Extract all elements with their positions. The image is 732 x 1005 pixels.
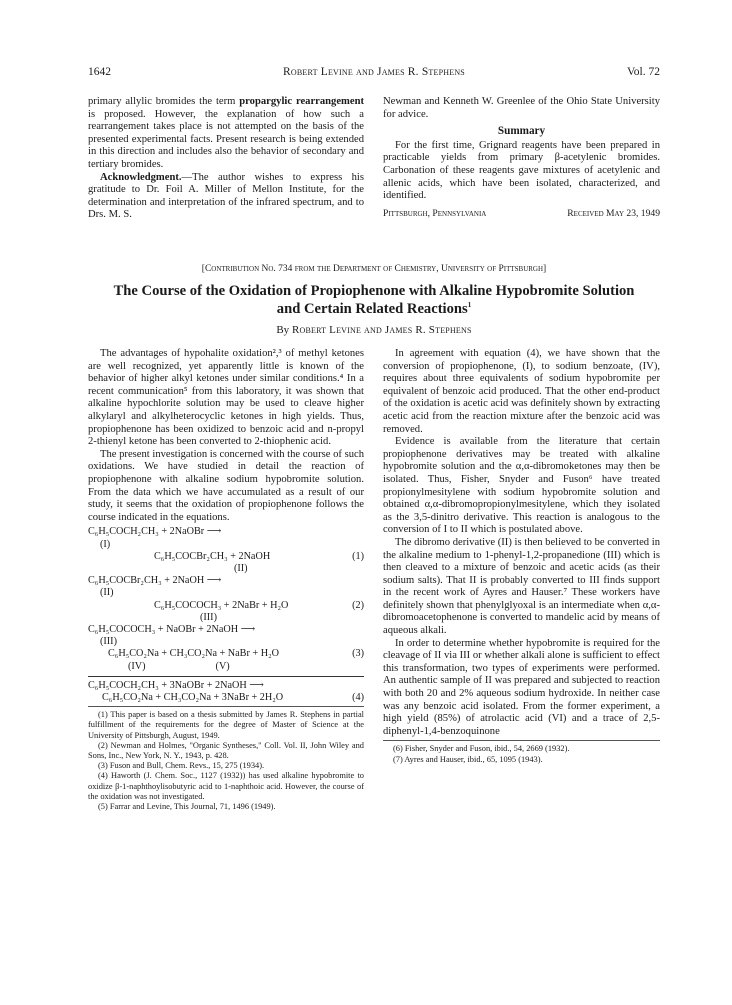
signature-place: Pittsburgh, Pennsylvania bbox=[383, 207, 487, 219]
byline-authors: Robert Levine and James R. Stephens bbox=[291, 324, 472, 336]
term-propargylic-rearrangement: propargylic rearrangement bbox=[239, 96, 364, 107]
volume-number: Vol. 72 bbox=[626, 66, 660, 78]
article-right-column bbox=[383, 348, 660, 765]
compound-label-IV: (IV) bbox=[128, 660, 146, 672]
acknowledgment-paragraph bbox=[88, 172, 364, 222]
equation-1-products: C₆H₅COCBr₂CH₃ + 2NaOH bbox=[154, 550, 271, 562]
paragraph-text: is proposed. However, the explanation of how such a rearrangement takes place is not attempted on the basis of the presented experimental facts. Present research is being extended in this direction and includes also the behavior of secondary and tertiary bromides. bbox=[88, 108, 364, 170]
footnotes-right bbox=[383, 744, 660, 764]
paragraph-text: primary allylic bromides the term bbox=[88, 96, 240, 107]
equation-2-reactants: C₆H₅COCBr₂CH₃ + 2NaOH ⟶ bbox=[88, 575, 222, 587]
prev-article-right-column bbox=[383, 96, 660, 220]
running-head bbox=[88, 66, 660, 82]
acknowledgment-text: —The author wishes to express his gratitude to Dr. Foil A. Miller of Mellon Institute, for the determination and interpretation of the infrared spectrum, and to Drs. M. S. bbox=[88, 171, 364, 221]
equation-number-2: (2) bbox=[352, 599, 364, 611]
title-footnote-marker: 1 bbox=[467, 301, 472, 310]
body-paragraph: The present investigation is concerned with the course of such oxidations. We have studied in detail the reaction of propiophenone with alkaline sodium hypobromite solution. From the data which we have accumulated as a result of our study, it seems that the oxidation of propiophenone follows the course indicated in the equations. bbox=[88, 448, 364, 523]
article-title-line-2: and Certain Related Reactions bbox=[276, 301, 468, 317]
equation-number-3: (3) bbox=[352, 648, 364, 660]
signature-line bbox=[383, 208, 660, 221]
body-paragraph: In order to determine whether hypobromite is required for the cleavage of II via III or whether alkali alone is sufficient to effect this transformation, two types of experiments were performed. An authentic sample of II was prepared and subjected to reaction with both 20 and 2% aqueous sodium hydroxide. In neither case was any benzoic acid isolated. From the former experiment, a high yield (85%) of atrolactic acid (VI) and a trace of 2,5-diphenyl-1,4-benzoquinone bbox=[383, 637, 660, 737]
summary-heading: Summary bbox=[497, 125, 546, 138]
compound-label-III: (III) bbox=[100, 636, 117, 648]
footnote-7: (7) Ayres and Hauser, ibid., 65, 1095 (1943). bbox=[393, 754, 543, 764]
body-paragraph: The advantages of hypohalite oxidation²,³ of methyl ketones are well recognized, yet apparently little is known of the behavior of higher alkyl ketones under similar conditions.⁴ In a recent communication⁵ from this laboratory, it was shown that alkaline hypochlorite solution may be used to cleave higher alkylaryl and alkylheterocyclic ketones in high yields. Thus, propiophenone has been oxidized to benzoic acid and n-propyl 2-thienyl ketone has been converted to 2-thiophenic acid. bbox=[88, 348, 364, 448]
byline bbox=[88, 324, 660, 336]
footnote-rule bbox=[88, 706, 364, 707]
prev-article-left-column bbox=[88, 96, 364, 222]
equation-number-4: (4) bbox=[352, 691, 364, 703]
equation-sum-rule bbox=[88, 676, 364, 677]
footnote-4: (4) Haworth (J. Chem. Soc., 1127 (1932)) has used alkaline hypobromite to oxidize β-1-naphthoylisobutyric acid to 1-naphthoic acid. However, the course of the oxidation was not investigated. bbox=[88, 771, 364, 801]
equation-4-products: C₆H₅CO₂Na + CH₃CO₂Na + 3NaBr + 2H₂O bbox=[102, 691, 284, 703]
running-title: Robert Levine and James R. Stephens bbox=[283, 66, 465, 78]
acknowledgment-label: Acknowledgment. bbox=[100, 171, 182, 183]
footnotes-left bbox=[88, 710, 364, 812]
footnote-6: (6) Fisher, Snyder and Fuson, ibid., 54, 2669 (1932). bbox=[393, 744, 570, 754]
footnote-3: (3) Fuson and Bull, Chem. Revs., 15, 275 (1934). bbox=[98, 761, 265, 771]
footnote-rule bbox=[383, 740, 660, 741]
equation-2-products: C₆H₅COCOCH₃ + 2NaBr + H₂O bbox=[154, 599, 289, 611]
compound-label-II: (II) bbox=[234, 562, 248, 574]
equation-number-1: (1) bbox=[352, 550, 364, 562]
received-date: Received May 23, 1949 bbox=[567, 207, 660, 219]
equation-1-reactants: C₆H₅COCH₂CH₃ + 2NaOBr ⟶ bbox=[88, 526, 222, 538]
compound-label-I: (I) bbox=[100, 538, 111, 550]
footnote-1: (1) This paper is based on a thesis submitted by James R. Stephens in partial fulfillment of the requirements for the degree of Master of Science at the University of Pittsburgh, August, 1949. bbox=[88, 710, 364, 740]
compound-label-V: (V) bbox=[215, 660, 230, 672]
compound-label-II: (II) bbox=[100, 587, 114, 599]
article-title bbox=[88, 282, 660, 318]
body-paragraph: Evidence is available from the literature that certain propiophenone derivatives may be treated with alkaline hypobromite solution and the α,α-dibromoketones may then be isolated. Thus, Fisher, Snyder and Fuson⁶ have treated propionylmesitylene with sodium hypobromite solution and obtained α,α-dibromopropionylmesitylene, which they isolated as the 3,5-dinitro derivative. This reaction is analogous to the conversion of I to II which is postulated above. bbox=[383, 436, 660, 536]
article-title-line-1: The Course of the Oxidation of Propiophenone with Alkaline Hypobromite Solution bbox=[113, 283, 635, 299]
byline-prefix: By bbox=[276, 324, 292, 336]
body-paragraph: The dibromo derivative (II) is then believed to be converted in the alkaline medium to 1-phenyl-1,2-propanedione (III) which is then cleaved to a mixture of benzoic and acetic acids (as their sodium salts). That II is probably converted to III finds support in the recent work of Ayres and Hauser.⁷ These workers have definitely shown that phenylglyoxal is an intermediate when α,α-dibromoacetophenone is converted to mandelic acid by means of aqueous alkali. bbox=[383, 536, 660, 637]
equation-block bbox=[88, 526, 364, 704]
compound-label-III: (III) bbox=[200, 611, 217, 623]
article-left-column bbox=[88, 348, 364, 812]
page-number: 1642 bbox=[88, 66, 111, 78]
contribution-note: [Contribution No. 734 from the Department of Chemistry, University of Pittsburgh] bbox=[201, 264, 547, 274]
equation-3-products: C₆H₅CO₂Na + CH₃CO₂Na + NaBr + H₂O bbox=[108, 648, 279, 660]
equation-3-reactants: C₆H₅COCOCH₃ + NaOBr + 2NaOH ⟶ bbox=[88, 623, 256, 635]
body-paragraph: In agreement with equation (4), we have shown that the conversion of propiophenone, (I), to sodium benzoate, (IV), requires about three equivalents of sodium hypobromite per equivalent of benzoic acid produced. That the other end-product of the oxidation is acetic acid was definitely shown by extracting acetic acid from the reaction mixture after the benzoic acid was removed. bbox=[383, 348, 660, 435]
summary-text: For the first time, Grignard reagents have been prepared in practicable yields from primary β-acetylenic bromides. Carbonation of these reagents gave mixtures of acetylenic and allenic acids, which have been isolated, characterized, and identified. bbox=[383, 139, 660, 202]
prev-article-paragraph bbox=[88, 96, 364, 172]
acknowledgment-continuation: Newman and Kenneth W. Greenlee of the Ohio State University for advice. bbox=[383, 96, 660, 120]
footnote-5: (5) Farrar and Levine, This Journal, 71, 1496 (1949). bbox=[98, 801, 276, 811]
footnote-2: (2) Newman and Holmes, "Organic Syntheses," Coll. Vol. II, John Wiley and Sons, Inc., New York, N. Y., 1943, p. 428. bbox=[88, 740, 364, 760]
equation-4-reactants: C₆H₅COCH₂CH₃ + 3NaOBr + 2NaOH ⟶ bbox=[88, 679, 264, 691]
